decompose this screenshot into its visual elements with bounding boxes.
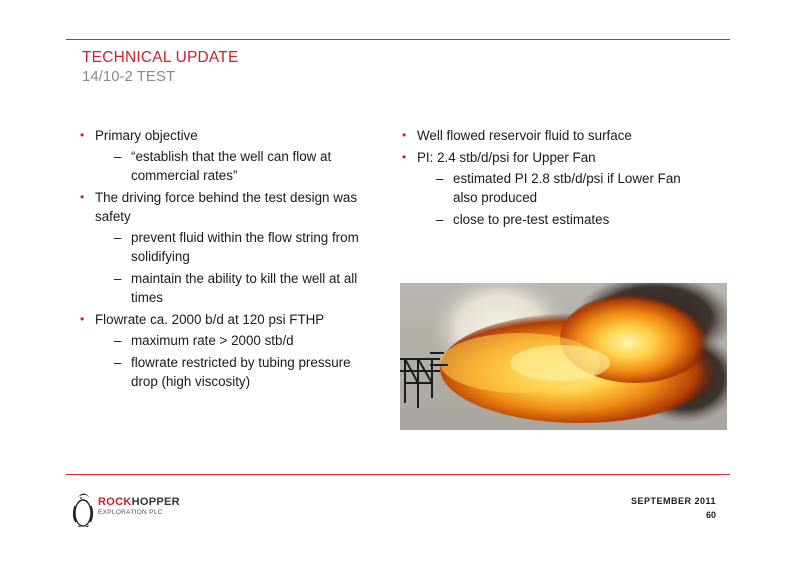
flare-image (400, 283, 727, 430)
header-rule (66, 39, 730, 40)
bullet-dot-icon: • (80, 128, 85, 142)
sub-bullet-item (95, 353, 375, 391)
sub-bullet-text: maintain the ability to kill the well at all times (131, 271, 358, 305)
bullet-item (80, 126, 375, 185)
bullet-text: Primary objective (95, 128, 198, 143)
sub-bullet-item (95, 147, 375, 185)
bullet-dot-icon: • (402, 128, 407, 142)
bullet-text: The driving force behind the test design was safety (95, 190, 358, 224)
footer-date: SEPTEMBER 2011 (630, 496, 716, 506)
slide-subtitle: 14/10-2 TEST (82, 68, 176, 85)
bullet-item (402, 148, 702, 229)
slide-title: TECHNICAL UPDATE (82, 49, 239, 66)
bullet-dot-icon: • (80, 312, 85, 326)
flare-photo (400, 283, 727, 430)
company-logo (70, 486, 180, 528)
bullet-text: Flowrate ca. 2000 b/d at 120 psi FTHP (95, 312, 325, 327)
dash-icon: – (114, 149, 122, 164)
page-number: 60 (705, 510, 716, 520)
logo-wordmark (98, 496, 180, 508)
sub-bullet-text: prevent fluid within the flow string from solidifying (131, 230, 359, 264)
dash-icon: – (114, 230, 122, 245)
sub-bullet-text: maximum rate > 2000 stb/d (131, 333, 294, 348)
dash-icon: – (114, 271, 122, 286)
bullet-item (80, 188, 375, 307)
sub-bullet-item (417, 169, 702, 207)
dash-icon: – (436, 171, 444, 186)
sub-bullet-item (95, 331, 375, 350)
bullet-item (402, 126, 702, 145)
bullet-dot-icon: • (402, 150, 407, 164)
sub-bullet-item (95, 228, 375, 266)
logo-part-rock: ROCK (98, 496, 132, 508)
bullet-text: Well flowed reservoir fluid to surface (417, 128, 632, 143)
dash-icon: – (436, 212, 444, 227)
sub-bullet-item (417, 210, 702, 229)
bullet-item (80, 310, 375, 391)
left-column (80, 126, 375, 394)
sub-bullet-text: close to pre-test estimates (453, 212, 610, 227)
right-column (402, 126, 702, 232)
sub-bullet-text: “establish that the well can flow at commercial rates” (131, 149, 332, 183)
dash-icon: – (114, 355, 122, 370)
dash-icon: – (114, 333, 122, 348)
sub-bullet-item (95, 269, 375, 307)
bullet-text: PI: 2.4 stb/d/psi for Upper Fan (417, 150, 596, 165)
footer-rule (66, 474, 730, 475)
logo-part-hopper: HOPPER (131, 496, 180, 508)
logo-subline: EXPLORATION PLC (98, 509, 163, 516)
bullet-dot-icon: • (80, 190, 85, 204)
sub-bullet-text: flowrate restricted by tubing pressure drop (high viscosity) (131, 355, 351, 389)
penguin-icon (70, 486, 96, 528)
sub-bullet-text: estimated PI 2.8 stb/d/psi if Lower Fan also produced (453, 171, 681, 205)
